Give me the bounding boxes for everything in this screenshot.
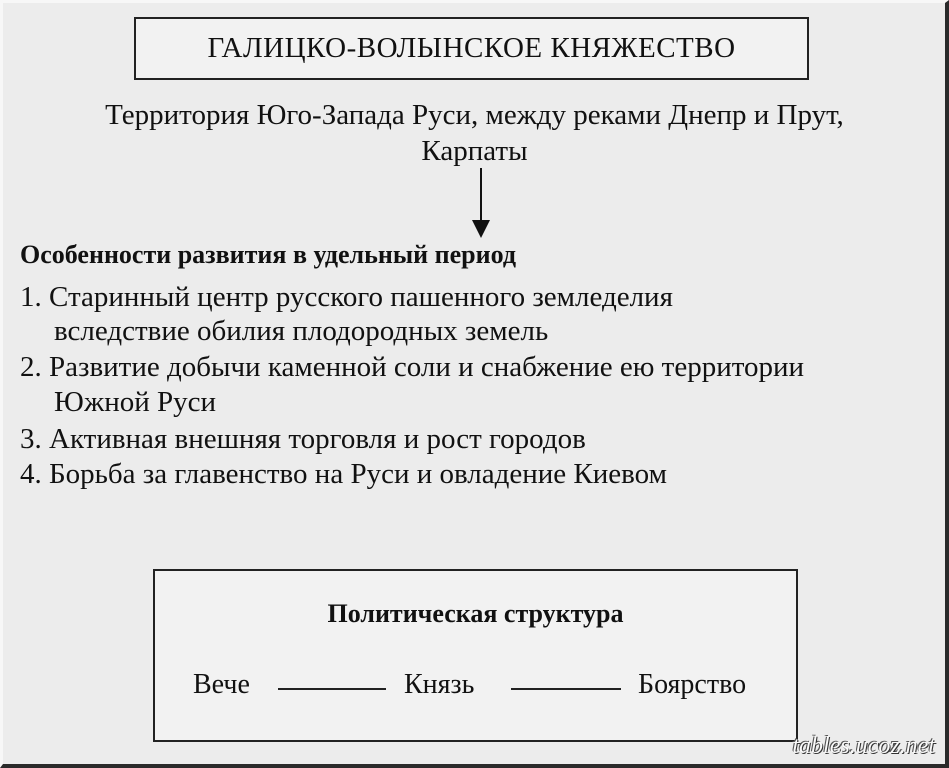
node-veche: Вече: [193, 669, 250, 700]
features-heading: Особенности развития в удельный период: [20, 240, 517, 269]
territory-line-2: Карпаты: [421, 135, 528, 167]
page-title: ГАЛИЦКО-ВОЛЫНСКОЕ КНЯЖЕСТВО: [207, 32, 736, 64]
connector-line-1: [278, 688, 386, 690]
connector-line-2: [511, 688, 621, 690]
feature-item-2: 2. Развитие добычи каменной соли и снабжение ею территории: [20, 351, 805, 383]
node-knyaz: Князь: [404, 669, 475, 700]
feature-item-1: 1. Старинный центр русского пашенного земледелия: [20, 281, 673, 313]
territory-line-1: Территория Юго-Запада Руси, между реками Днепр и Прут,: [105, 99, 844, 131]
political-structure-title: Политическая структура: [327, 599, 624, 628]
feature-item-4: 4. Борьба за главенство на Руси и овладение Киевом: [20, 458, 667, 490]
down-arrow-icon: [466, 168, 496, 240]
political-structure-box: [153, 569, 798, 742]
node-boyarstvo: Боярство: [638, 669, 747, 700]
feature-item-2-cont: Южной Руси: [54, 386, 217, 418]
feature-item-3: 3. Активная внешняя торговля и рост городов: [20, 423, 586, 455]
watermark: tables.ucoz.net: [792, 733, 935, 759]
feature-item-1-cont: вследствие обилия плодородных земель: [54, 315, 549, 347]
title-box: [134, 17, 809, 80]
